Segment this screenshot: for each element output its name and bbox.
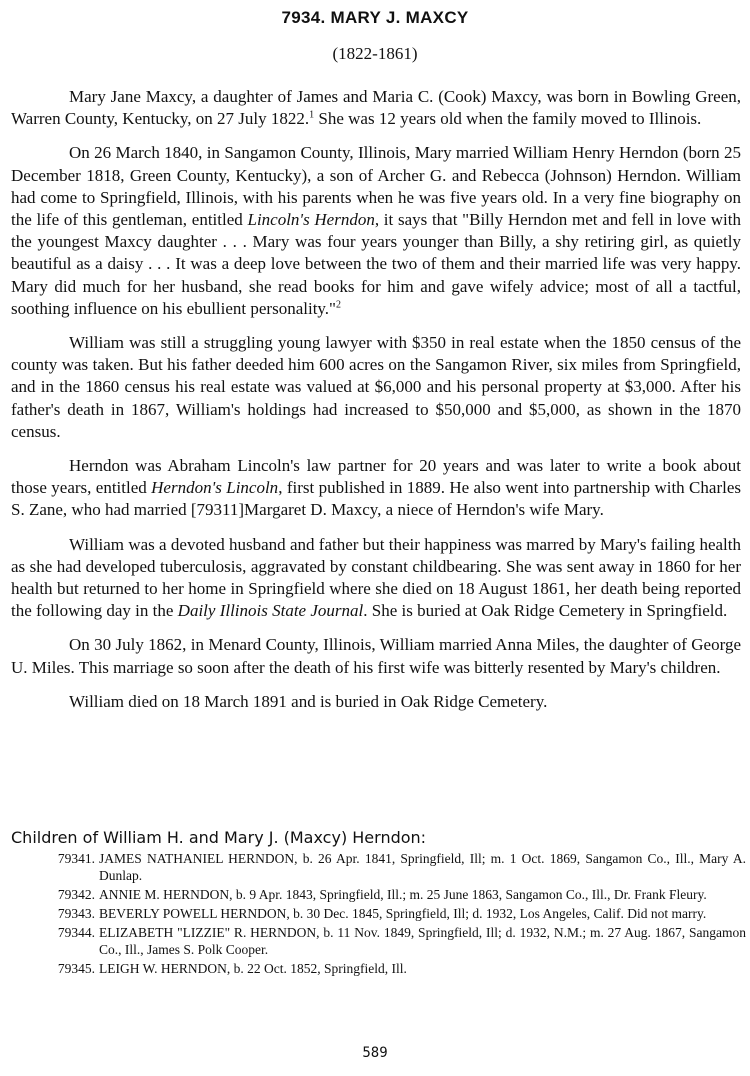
child-entry: BEVERLY POWELL HERNDON, b. 30 Dec. 1845, Springfield, Ill; d. 1932, Los Angeles, Calif. Did not marry. bbox=[99, 906, 707, 921]
newspaper-title: Daily Illinois State Journal bbox=[177, 601, 364, 621]
child-number: 79345. bbox=[57, 961, 95, 976]
paragraph-lincoln bbox=[11, 455, 741, 522]
list-item bbox=[11, 886, 746, 903]
paragraph-william-death: William died on 18 March 1891 and is buried in Oak Ridge Cemetery. bbox=[69, 691, 548, 711]
page-number: 589 bbox=[362, 1045, 388, 1061]
paragraph-text: , first published in 1889. He also went into partnership with Charles S. Zane, who had married [79311]Margaret D. Maxcy, a niece of Herndon's wife Mary. bbox=[11, 478, 741, 520]
paragraph-marriage bbox=[11, 142, 741, 320]
child-entry: ELIZABETH "LIZZIE" R. HERNDON, b. 11 Nov. 1849, Springfield, Ill; d. 1932, N.M.; m. 27 Aug. 1867, Sangamon Co., Ill., James S. Polk Cooper. bbox=[99, 925, 746, 957]
paragraph-text: . She is buried at Oak Ridge Cemetery in Springfield. bbox=[363, 601, 728, 621]
paragraph-text: William was a devoted husband and father but their happiness was marred by Mary's failing health as she had developed tuberculosis, aggravated by constant childbearing. She was sent away in 1860 for her health but returned to her home in Springfield where she died on 18 August 1861, her death being reported the following day in the bbox=[11, 534, 741, 621]
child-number: 79342. bbox=[57, 887, 95, 902]
list-item bbox=[11, 960, 746, 977]
footnote-marker: 2 bbox=[336, 299, 342, 311]
page-title: 7934. MARY J. MAXCY bbox=[281, 8, 469, 27]
list-item bbox=[11, 850, 746, 884]
paragraph-text: She was 12 years old when the family moved to Illinois. bbox=[314, 109, 702, 129]
paragraph-remarriage: On 30 July 1862, in Menard County, Illinois, William married Anna Miles, the daughter of George U. Miles. This marriage so soon after the death of his first wife was bitterly resented by Mary's children. bbox=[11, 635, 741, 677]
child-entry: JAMES NATHANIEL HERNDON, b. 26 Apr. 1841, Springfield, Ill; m. 1 Oct. 1869, Sangamon Co., Ill., Mary A. Dunlap. bbox=[99, 851, 746, 883]
book-title: Herndon's Lincoln bbox=[151, 478, 279, 498]
child-number: 79343. bbox=[57, 906, 95, 921]
children-heading: Children of William H. and Mary J. (Maxcy) Herndon: bbox=[11, 828, 427, 847]
biography-body bbox=[11, 86, 741, 725]
child-entry: ANNIE M. HERNDON, b. 9 Apr. 1843, Springfield, Ill.; m. 25 June 1863, Sangamon Co., Ill., Dr. Frank Fleury. bbox=[99, 887, 707, 902]
paragraph-death bbox=[11, 534, 741, 623]
list-item bbox=[11, 905, 746, 922]
child-entry: LEIGH W. HERNDON, b. 22 Oct. 1852, Springfield, Ill. bbox=[99, 961, 407, 976]
life-dates: (1822-1861) bbox=[332, 44, 418, 63]
footnote-marker: 1 bbox=[309, 109, 315, 121]
paragraph-text: Herndon was Abraham Lincoln's law partner for 20 years and was later to write a book about those years, entitled bbox=[11, 456, 741, 498]
child-number: 79344. bbox=[57, 925, 95, 940]
paragraph-text: , it says that "Billy Herndon met and fell in love with the youngest Maxcy daughter . . . Mary was four years younger than Billy, a shy retiring girl, as quietly beautiful as a daisy . . . It was a deep love between the two of them and their married life was very happy. Mary did much for her husband, she read books for him and gave wifely advice; most of all a tactful, soothing influence on his ebullient personality." bbox=[11, 210, 742, 318]
list-item bbox=[11, 924, 746, 958]
paragraph-text: Mary Jane Maxcy, a daughter of James and Maria C. (Cook) Maxcy, was born in Bowling Green, Warren County, Kentucky, on 27 July 1822. bbox=[11, 87, 741, 129]
paragraph-text: On 26 March 1840, in Sangamon County, Illinois, Mary married William Henry Herndon (born 25 December 1818, Green County, Kentucky), a son of Archer G. and Rebecca (Johnson) Herndon. William had come to Springfield, Illinois, with his parents when he was five years old. In a very fine biography on the life of this gentleman, entitled bbox=[11, 143, 741, 230]
paragraph-birth bbox=[11, 86, 741, 130]
children-list bbox=[11, 828, 746, 979]
book-title: Lincoln's Herndon bbox=[247, 210, 375, 230]
paragraph-census: William was still a struggling young lawyer with $350 in real estate when the 1850 census of the county was taken. But his father deeded him 600 acres on the Sangamon River, six miles from Springfield, and in the 1860 census his real estate was valued at $6,000 and his personal property at $3,000. After his father's death in 1867, William's holdings had increased to $50,000 and $5,000, as shown in the 1870 census. bbox=[11, 333, 741, 441]
child-number: 79341. bbox=[57, 851, 95, 866]
